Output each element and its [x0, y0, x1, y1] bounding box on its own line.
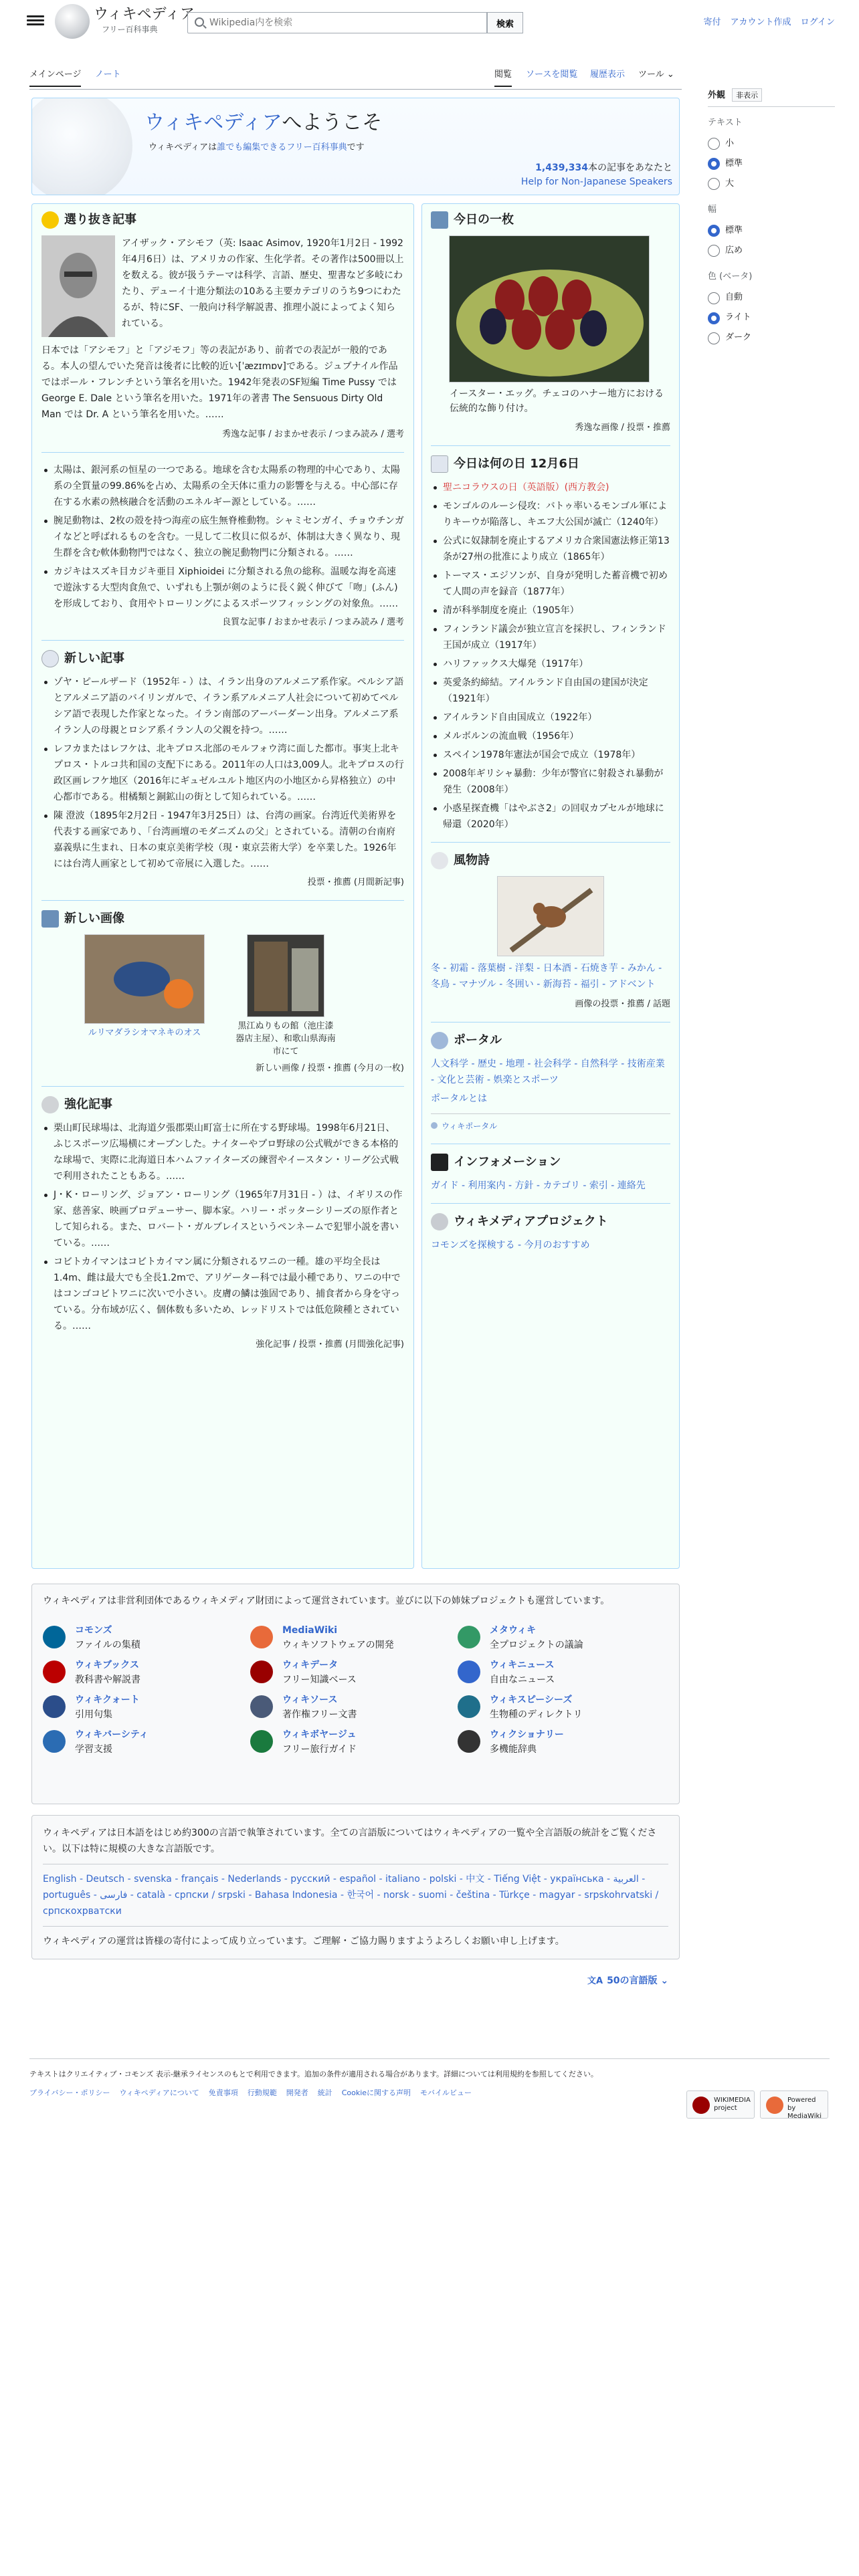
radio-width-wide[interactable] — [708, 241, 835, 261]
picture-footer-links[interactable]: 秀逸な画像 / 投票・推薦 — [575, 423, 670, 433]
sister-project-name[interactable]: MediaWiki — [282, 1625, 338, 1636]
new-images-gallery — [41, 934, 404, 1058]
seasonal-heading — [431, 852, 670, 869]
seasonal-icon — [431, 852, 448, 869]
sister-project-logo-icon — [458, 1730, 480, 1753]
welcome-title-link[interactable]: ウィキペディア — [145, 111, 282, 134]
search-icon — [195, 17, 204, 27]
new-image-item — [84, 934, 205, 1058]
wikipedia-globe-icon[interactable] — [55, 4, 90, 39]
sister-project-desc: 生物種のディレクトリ — [490, 1709, 583, 1720]
footer-link[interactable]: モバイルビュー — [420, 2088, 472, 2097]
today-heading — [431, 455, 670, 473]
donate-link[interactable]: 寄付 — [703, 17, 721, 27]
today-list — [431, 479, 670, 833]
article-count-text: 本の記事をあなたと — [588, 163, 672, 173]
featured-heading — [41, 211, 404, 229]
appearance-panel — [708, 88, 835, 348]
project-heading — [431, 1213, 670, 1230]
header — [0, 0, 859, 45]
article-count-number[interactable]: 1,439,334 — [535, 163, 588, 173]
news-heading-text: 新しい記事 — [64, 651, 124, 665]
tab-main-page[interactable]: メインページ — [29, 68, 81, 87]
sister-project-logo-icon — [43, 1695, 66, 1718]
sister-projects — [31, 1584, 680, 1804]
seasonal-footer-links[interactable]: 画像の投票・推薦 / 話題 — [575, 999, 670, 1009]
radio-label: ライト — [725, 312, 751, 323]
divider — [41, 640, 404, 641]
radio-label: 大 — [725, 179, 735, 189]
divider — [431, 842, 670, 843]
sister-project-name[interactable]: ウィキソース — [282, 1695, 338, 1705]
sister-project-logo-icon — [43, 1730, 66, 1753]
mediawiki-badge-text: Powered by MediaWiki — [787, 2097, 822, 2120]
sister-project-logo-icon — [250, 1730, 273, 1753]
list-item: レフカまたはレフケは、北キプロス北部のモルフォウ湾に面した都市。事実上北キプロス・トルコ共和国の支配下にある。2011年の人口は3,009人。北キプロスの行政区画レフケ地区（2016年にギュゼルユルト地区内の小地区から昇格独立）の中心都市である。柑橘類と銅鉱山の街として知られている。…… — [41, 741, 404, 805]
squirrel-photo[interactable] — [497, 876, 604, 956]
list-item: カジキはスズキ目カジキ亜目 Xiphioidei に分類される魚の総称。温暖な海を高速で遊泳する大型肉食魚で、いずれも上顎が剣のように長く鋭く伸びて「吻」(ふん)を形成しており、食用やトローリングによるスポーツフィッシングの対象魚。…… — [41, 564, 404, 612]
radio-label: 標準 — [725, 225, 743, 236]
wikimedia-logo-icon — [692, 2097, 710, 2114]
sister-project-name[interactable]: ウィキスピーシーズ — [490, 1695, 573, 1705]
text-size-label: テキスト — [708, 118, 743, 128]
tab-read[interactable]: 閲覧 — [494, 68, 512, 87]
sister-project-name[interactable]: ウィキクォート — [75, 1695, 140, 1705]
enhanced-heading — [41, 1096, 404, 1113]
portal-icon — [431, 1032, 448, 1049]
kuroe-shop-photo[interactable] — [247, 934, 324, 1017]
divider — [431, 445, 670, 446]
sister-project-desc: 自由なニュース — [490, 1675, 555, 1685]
list-item: 2008年ギリシャ暴動：少年が警官に射殺され暴動が発生（2008年） — [431, 766, 670, 798]
project-heading-text: ウィキメディアプロジェクト — [454, 1214, 608, 1228]
welcome-banner — [31, 98, 680, 195]
divider — [41, 900, 404, 901]
list-item: 清が科挙制度を廃止（1905年） — [431, 603, 670, 619]
sister-project-item[interactable] — [43, 1623, 244, 1655]
radio-icon — [708, 332, 720, 344]
fiddler-crab-photo[interactable] — [84, 934, 205, 1024]
radio-color-dark[interactable] — [708, 328, 835, 348]
list-item: ハリファックス大爆発（1917年） — [431, 656, 670, 672]
welcome-title-rest: へようこそ — [282, 111, 383, 134]
sister-project-logo-icon — [250, 1695, 273, 1718]
news-footer-links[interactable]: 投票・推薦 (月間新記事) — [307, 877, 404, 887]
sister-project-item[interactable] — [43, 1658, 244, 1690]
list-item: スペイン1978年憲法が国会で成立（1978年） — [431, 747, 670, 763]
sister-project-item[interactable] — [43, 1693, 244, 1725]
footer-link[interactable]: Cookieに関する声明 — [341, 2088, 411, 2097]
portal-heading — [431, 1032, 670, 1049]
sister-project-logo-icon — [43, 1660, 66, 1683]
good-articles-list — [41, 462, 404, 612]
seasonal-topics[interactable]: 冬 - 初霜 - 落葉樹 - 洋梨 - 日本酒 - 石焼き芋 - みかん - 冬鳥 - マナヅル - 冬囲い - 新海苔 - 福引 - アドベント — [431, 963, 662, 990]
sister-project-logo-icon — [458, 1626, 480, 1648]
featured-text-2: 日本では「アシモフ」と「アジモフ」等の表記があり、前者での表記が一般的である。本人の望んでいた発音は後者に比較的近い[ˈæzɪmɒv]である。ジュブナイル作品ではポール・フレンチという筆名を用いた。1942年発表のSF短編 Time Pussy では George E. Dale という筆名を用いた。1971年の著書 The Sensuous Dirty Old Man では Dr. A という筆名を用いた。…… — [41, 345, 398, 420]
welcome-title — [145, 108, 382, 139]
wikimedia-badge-text: WIKIMEDIA project — [714, 2097, 751, 2112]
sister-project-item[interactable] — [250, 1693, 451, 1725]
list-item: 陳 澄波（1895年2月2日 - 1947年3月25日）は、台湾の画家。台湾近代美術界を代表する画家であり、「台湾画壇のモダニズムの父」とされている。清朝の台南府嘉義県に生まれ、日本の東京美術学校（現・東京芸術大学）を卒業した。1926年には台湾人画家として初めて帝展に入選した。…… — [41, 808, 404, 872]
sister-project-desc: ウィキソフトウェアの開発 — [282, 1640, 394, 1650]
radio-text-standard[interactable] — [708, 154, 835, 174]
search-box[interactable] — [187, 12, 487, 33]
wikiportal-link[interactable]: ウィキポータル — [442, 1121, 498, 1131]
sub-text: です — [347, 142, 365, 152]
sister-project-item[interactable] — [250, 1658, 451, 1690]
radio-label: 小 — [725, 138, 735, 149]
sister-project-name[interactable]: ウィキデータ — [282, 1660, 339, 1671]
today-heading-text: 今日は何の日 12月6日 — [454, 457, 579, 471]
radio-label: 広め — [725, 245, 743, 256]
tab-history[interactable]: 履歴表示 — [590, 70, 626, 80]
search-button[interactable]: 検索 — [487, 12, 523, 33]
list-item: アイルランド自由国成立（1922年） — [431, 710, 670, 726]
sister-project-logo-icon — [250, 1626, 273, 1648]
donation-notice: ウィキペディアの運営は皆様の寄付によって成り立っています。ご理解・ご協力賜りますようよろしくお願い申し上げます。 — [43, 1936, 565, 1947]
language-versions — [31, 1815, 680, 1959]
translate-icon: 文A — [587, 1976, 603, 1986]
list-item: 腕足動物は、2枚の殻を持つ海産の底生無脊椎動物。シャミセンガイ、チョウチンガイなどと呼ばれるものを含む。一見して二枚貝に似るが、体制は大きく異なり、現生群を含む軟体動物門ではなく、独立の腕足動物門に分類される。…… — [41, 513, 404, 561]
sister-intro: ウィキペディアは非営利団体であるウィキメディア財団によって運営されています。並びに以下の姉妹プロジェクトも運営しています。 — [43, 1596, 610, 1606]
welcome-subtitle — [149, 141, 365, 154]
right-column — [431, 211, 670, 1253]
radio-width-standard[interactable] — [708, 221, 835, 241]
sister-project-desc: 多機能辞典 — [490, 1744, 537, 1755]
divider — [41, 1086, 404, 1087]
wikiportal-icon — [431, 1122, 438, 1129]
list-item: メルボルンの流血戦（1956年） — [431, 728, 670, 744]
radio-icon — [708, 138, 720, 150]
sister-project-desc: 学習支援 — [75, 1744, 112, 1755]
picture-heading-text: 今日の一枚 — [454, 213, 514, 227]
calendar-icon — [431, 455, 448, 473]
left-column — [41, 211, 404, 1353]
sub-text: ウィキペディアは — [149, 142, 217, 152]
page-tabs — [29, 67, 682, 90]
languages-intro: ウィキペディアは日本語をはじめ約300の言語で執筆されています。全ての言語版についてはウィキペディアの一覧や全言語版の統計をご覧ください。以下は特に規模の大きな言語版です。 — [43, 1828, 657, 1854]
asimov-photo[interactable] — [41, 235, 115, 337]
star-icon — [41, 211, 59, 229]
enhanced-footer-links[interactable]: 強化記事 / 投票・推薦 (月間強化記事) — [256, 1339, 404, 1350]
list-item: トーマス・エジソンが、自身が発明した蓄音機で初めて人間の声を録音（1877年） — [431, 568, 670, 600]
radio-label: ダーク — [725, 332, 752, 343]
radio-label: 自動 — [725, 292, 743, 303]
sister-project-name[interactable]: ウィクショナリー — [490, 1729, 564, 1740]
main-menu-button[interactable] — [27, 13, 44, 27]
portal-heading-text: ポータル — [454, 1033, 502, 1047]
sister-project-logo-icon — [458, 1660, 480, 1683]
sister-project-name[interactable]: ウィキブックス — [75, 1660, 140, 1671]
tab-talk[interactable]: ノート — [95, 70, 121, 80]
article-count — [521, 161, 672, 189]
sister-project-item[interactable] — [458, 1658, 658, 1690]
language-count-button[interactable]: 文A 50の言語版 ⌄ — [587, 1975, 669, 1986]
footer-link[interactable]: プライバシー・ポリシー — [29, 2088, 110, 2097]
sister-project-item[interactable] — [458, 1693, 658, 1725]
star-outline-icon — [41, 1096, 59, 1113]
picture-heading — [431, 211, 670, 229]
footer-link[interactable]: ウィキペディアについて — [119, 2088, 199, 2097]
login-link[interactable]: ログイン — [800, 17, 835, 27]
enhanced-articles-list — [41, 1120, 404, 1334]
easter-eggs-photo[interactable] — [449, 235, 650, 383]
sister-project-desc: 引用句集 — [75, 1709, 112, 1720]
list-item: ゾヤ・ピールザード（1952年 - ）は、イラン出身のアルメニア系作家。ペルシア語とアルメニア語のバイリンガルで、イラン系アルメニア人社会について初めてペルシア語で表現した作家となった。イラン南部のアーバーダーン出身。アルメニア系イラン人の母親とロシア系イラン人の父親を持つ。…… — [41, 674, 404, 738]
featured-heading-text: 選り抜き記事 — [64, 213, 136, 227]
image-icon — [431, 211, 448, 229]
language-count-label: 50の言語版 — [607, 1975, 658, 1986]
radio-icon — [708, 245, 720, 257]
list-item: 聖ニコラウスの日（英語版）(西方教会) — [431, 479, 670, 496]
hide-button[interactable]: 非表示 — [732, 88, 762, 102]
divider — [41, 452, 404, 453]
image-icon — [41, 910, 59, 928]
create-account-link[interactable]: アカウント作成 — [730, 17, 791, 27]
sister-project-desc: 著作権フリー文書 — [282, 1709, 357, 1720]
free-encyclopedia-link[interactable]: 誰でも編集できるフリー百科事典 — [217, 142, 347, 152]
user-links — [696, 16, 835, 29]
sister-project-desc: フリー知識ベース — [282, 1675, 357, 1685]
info-heading — [431, 1154, 670, 1171]
new-images-heading — [41, 910, 404, 928]
sister-project-desc: 全プロジェクトの議論 — [490, 1640, 583, 1650]
seasonal-heading-text: 風物詩 — [454, 853, 490, 867]
sister-project-desc: 教科書や解説書 — [75, 1675, 140, 1685]
list-item: モンゴルのルーシ侵攻：バトゥ率いるモンゴル軍によりキーウが陥落し、キエフ大公国が滅亡（1240年） — [431, 498, 670, 530]
help-non-japanese-link[interactable]: Help for Non-Japanese Speakers — [520, 177, 672, 187]
radio-selected-icon — [708, 158, 720, 170]
new-image-item — [235, 934, 336, 1058]
appearance-title: 外観 — [708, 90, 726, 100]
sister-project-name[interactable]: ウィキバーシティ — [75, 1729, 149, 1740]
sister-project-item[interactable] — [43, 1727, 244, 1759]
radio-text-small[interactable] — [708, 134, 835, 154]
tab-view-source[interactable]: ソースを閲覧 — [526, 70, 578, 80]
list-item: フィンランド議会が独立宣言を採択し、フィンランド王国が成立（1917年） — [431, 621, 670, 653]
sister-project-logo-icon — [458, 1695, 480, 1718]
radio-color-auto[interactable] — [708, 288, 835, 308]
divider — [431, 1022, 670, 1023]
footer-link[interactable]: 統計 — [317, 2088, 332, 2097]
radio-selected-icon — [708, 225, 720, 237]
picture-caption: イースター・エッグ。チェコのハナー地方における伝統的な飾り付け。 — [450, 389, 664, 414]
sister-project-desc: フリー旅行ガイド — [282, 1744, 357, 1755]
list-item: コビトカイマンはコビトカイマン属に分類されるワニの一種。雄の平均全長は1.4m、雌は最大でも全長1.2mで、アリゲーター科では最小種であり、ワニの中ではコンゴコビトワニに次いで小さい。皮膚の鱗は強固であり、捕食者から身を守っている。分布域が広く、個体数も多いため、レッドリストでは低危険種とされている。…… — [41, 1254, 404, 1334]
language-list[interactable]: English - Deutsch - svenska - français - Nederlands - русский - español - italiano - polski - 中文 - Tiếng Việt - українська - العربية - português - فارسی - català - српски / srpski - Bahasa Indonesia - 한국어 - norsk - suomi - čeština - Türkçe - magyar - srpskohrvatski / српскохрватски — [43, 1874, 659, 1917]
footer-link[interactable]: 行動規範 — [247, 2088, 277, 2097]
appearance-heading — [708, 88, 835, 107]
wikipedia-globe-watermark-icon — [31, 98, 132, 195]
color-label: 色 (ベータ) — [708, 272, 753, 282]
sister-project-logo-icon — [43, 1626, 66, 1648]
mediawiki-badge[interactable] — [760, 2090, 828, 2119]
footer-link[interactable]: 開発者 — [286, 2088, 308, 2097]
featured-footer-links[interactable]: 秀逸な記事 / おまかせ表示 / つまみ読み / 選考 — [222, 429, 404, 439]
search-input[interactable] — [209, 13, 477, 33]
new-image-caption-2: 黒江ぬりもの館（池庄漆器店主屋）、和歌山県海南市にて — [235, 1021, 336, 1057]
wikimedia-badge[interactable] — [686, 2090, 755, 2119]
new-images-heading-text: 新しい画像 — [64, 911, 124, 926]
w-logo-icon — [431, 1154, 448, 1171]
sister-project-item[interactable] — [458, 1623, 658, 1655]
sister-project-name[interactable]: コモンズ — [75, 1625, 112, 1636]
portal-topics[interactable]: 人文科学 - 歴史 - 地理 - 社会科学 - 自然科学 - 技術産業 - 文化と芸術 - 娯楽とスポーツ — [431, 1059, 665, 1085]
mediawiki-logo-icon — [766, 2097, 783, 2114]
sister-project-item[interactable] — [250, 1727, 451, 1759]
newspaper-icon — [41, 650, 59, 667]
sister-project-name[interactable]: メタウィキ — [490, 1625, 537, 1636]
sister-project-logo-icon — [250, 1660, 273, 1683]
sister-project-name[interactable]: ウィキニュース — [490, 1660, 555, 1671]
new-articles-list — [41, 674, 404, 872]
project-links[interactable]: コモンズを探検する - 今月のおすすめ — [431, 1240, 590, 1251]
good-articles-footer-links[interactable]: 良質な記事 / おまかせ表示 / つまみ読み / 選考 — [222, 617, 404, 627]
featured-text-1: アイザック・アシモフ（英: Isaac Asimov, 1920年1月2日 - 1992年4月6日）は、アメリカの作家、生化学者。その著作は500冊以上を数える。彼が扱うテーマは科学、言語、歴史、聖書など多岐にわたり、デューイ十進分類法の10ある主要カテゴリのうち9つにわたるが、特にSF、一般向け科学解説書、推理小説によってよく知られている。 — [122, 238, 404, 329]
radio-icon — [708, 178, 720, 190]
radio-color-light[interactable] — [708, 308, 835, 328]
news-heading — [41, 650, 404, 667]
list-item: 英愛条約締結。アイルランド自由国の建国が決定（1921年） — [431, 675, 670, 707]
list-item: 栗山町民球場は、北海道夕張郡栗山町富士に所在する野球場。1998年6月21日、ふじスポーツ広場横にオープンした。ナイターやプロ野球の公式戦ができる本格的な球場で、実際に北海道日本ハムファイターズの練習やイースタン・リーグ公式戦で利用されたこともある。…… — [41, 1120, 404, 1184]
radio-icon — [708, 292, 720, 304]
list-item: 太陽は、銀河系の恒星の一つである。地球を含む太陽系の物理的中心であり、太陽系の全質量の99.86%を占め、太陽系の全天体に重力の影響を与える。中心部に存在する水素の熱核融合を活動のエネルギー源としている。…… — [41, 462, 404, 510]
radio-label: 標準 — [725, 158, 743, 169]
list-item: J・K・ローリング、ジョアン・ローリング（1965年7月31日 - ）は、イギリスの作家、慈善家、映画プロデューサー、脚本家。ハリー・ポッターシリーズの原作者として知られる。また、ロバート・ガルブレイスというペンネームで犯罪小説を書いている。…… — [41, 1187, 404, 1251]
divider — [431, 1203, 670, 1204]
wikimedia-icon — [431, 1213, 448, 1230]
sister-project-name[interactable]: ウィキボヤージュ — [282, 1729, 357, 1740]
license-text: テキストはクリエイティブ・コモンズ 表示-継承ライセンスのもとで利用できます。追加の条件が適用される場合があります。詳細については利用規約を参照してください。 — [29, 2070, 598, 2078]
sister-project-item[interactable] — [458, 1727, 658, 1759]
list-item: 小惑星探査機「はやぶさ2」の回収カプセルが地球に帰還（2020年） — [431, 800, 670, 833]
list-item: 公式に奴隷制を廃止するアメリカ合衆国憲法修正第13条が27州の批准により成立（1865年） — [431, 533, 670, 565]
logo-tagline: フリー百科事典 — [102, 25, 158, 34]
logo-wordmark[interactable]: ウィキペディア — [94, 6, 195, 23]
info-links[interactable]: ガイド - 利用案内 - 方針 - カテゴリ - 索引 - 連絡先 — [431, 1180, 646, 1191]
enhanced-heading-text: 強化記事 — [64, 1097, 112, 1111]
sister-project-item[interactable] — [250, 1623, 451, 1655]
new-images-footer-links[interactable]: 新しい画像 / 投票・推薦 (今月の一枚) — [256, 1063, 404, 1073]
portal-about-link[interactable]: ポータルとは — [431, 1093, 487, 1104]
footer-link[interactable]: 免責事項 — [208, 2088, 238, 2097]
radio-text-large[interactable] — [708, 174, 835, 194]
info-heading-text: インフォメーション — [454, 1155, 561, 1169]
width-label: 幅 — [708, 205, 717, 215]
tools-dropdown[interactable]: ツール ⌄ — [638, 70, 674, 80]
radio-selected-icon — [708, 312, 720, 324]
sister-project-desc: ファイルの集積 — [75, 1640, 140, 1650]
new-image-caption-1[interactable]: ルリマダラシオマネキのオス — [88, 1028, 201, 1038]
